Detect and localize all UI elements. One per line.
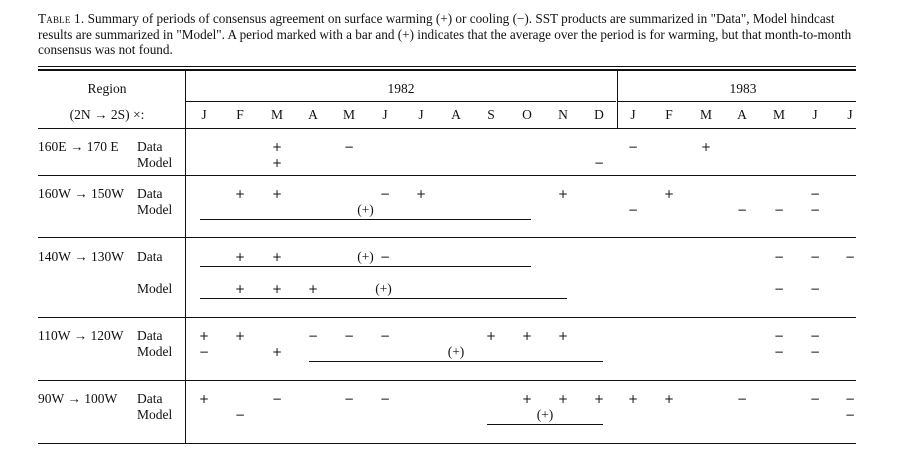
year-underline-1982 (186, 101, 616, 102)
warming-mark: + (700, 140, 712, 154)
month-header: J (382, 107, 388, 122)
group-rule (38, 380, 856, 381)
warming-mark: + (521, 329, 533, 343)
cooling-mark: − (379, 250, 391, 264)
cooling-mark: − (234, 408, 246, 422)
average-bar (200, 298, 567, 299)
warming-mark: + (198, 392, 210, 406)
region-label: 140W → 130W (38, 249, 124, 264)
bar-label: (+) (357, 249, 374, 264)
month-header: A (451, 107, 461, 122)
warming-mark: + (663, 392, 675, 406)
cooling-mark: − (809, 329, 821, 343)
row-label: Model (137, 407, 173, 422)
row-label: Model (137, 202, 173, 217)
cooling-mark: − (379, 329, 391, 343)
region-label: 160E → 170 E (38, 139, 119, 154)
warming-mark: + (271, 250, 283, 264)
year-underline-1983 (618, 101, 856, 102)
warming-mark: + (198, 329, 210, 343)
month-header: N (558, 107, 568, 122)
cooling-mark: − (379, 187, 391, 201)
month-header: F (236, 107, 244, 122)
header-rule (38, 128, 856, 129)
warming-mark: + (557, 392, 569, 406)
warming-mark: + (271, 345, 283, 359)
cooling-mark: − (593, 156, 605, 170)
cooling-mark: − (736, 392, 748, 406)
region-label: 90W → 100W (38, 391, 118, 406)
region-header: Region (87, 81, 127, 96)
cooling-mark: − (809, 345, 821, 359)
cooling-mark: − (773, 250, 785, 264)
cooling-mark: − (773, 282, 785, 296)
row-label: Data (137, 391, 163, 406)
group-rule (38, 175, 856, 176)
cooling-mark: − (773, 329, 785, 343)
table-caption (38, 11, 864, 58)
warming-mark: + (521, 392, 533, 406)
bar-label: (+) (447, 344, 465, 359)
cooling-mark: − (343, 329, 355, 343)
year-1982-header: 1982 (387, 81, 415, 96)
row-label: Data (137, 186, 163, 201)
cooling-mark: − (773, 203, 785, 217)
month-header: J (847, 107, 853, 122)
warming-mark: + (234, 250, 246, 264)
warming-mark: + (557, 187, 569, 201)
group-rule (38, 317, 856, 318)
month-header: F (665, 107, 673, 122)
row-label: Data (137, 249, 163, 264)
month-header: J (418, 107, 424, 122)
month-header: J (630, 107, 636, 122)
cooling-mark: − (627, 203, 639, 217)
warming-mark: + (593, 392, 605, 406)
region-label: 160W → 150W (38, 186, 124, 201)
cooling-mark: − (809, 187, 821, 201)
cooling-mark: − (809, 250, 821, 264)
month-header: J (201, 107, 207, 122)
bar-label: (+) (375, 281, 392, 296)
row-label: Data (137, 139, 163, 154)
cooling-mark: − (627, 140, 639, 154)
month-header: M (772, 107, 786, 122)
cooling-mark: − (343, 140, 355, 154)
row-label: Model (137, 281, 173, 296)
average-bar (200, 219, 531, 220)
warming-mark: + (271, 282, 283, 296)
month-header: A (308, 107, 318, 122)
cooling-mark: − (379, 392, 391, 406)
cooling-mark: − (736, 203, 748, 217)
month-header: M (699, 107, 713, 122)
average-bar (200, 266, 531, 267)
cooling-mark: − (844, 392, 856, 406)
bar-label: (+) (357, 202, 374, 217)
month-header: S (487, 107, 495, 122)
group-rule (38, 237, 856, 238)
month-header: D (594, 107, 604, 122)
top-rule-thick (38, 69, 856, 71)
cooling-mark: − (809, 282, 821, 296)
cooling-mark: − (343, 392, 355, 406)
average-bar (487, 424, 603, 425)
month-header: O (522, 107, 532, 122)
bar-label: (+) (536, 407, 554, 422)
cooling-mark: − (844, 250, 856, 264)
warming-mark: + (307, 282, 319, 296)
warming-mark: + (271, 187, 283, 201)
warming-mark: + (271, 156, 283, 170)
year-1983-header: 1983 (729, 81, 757, 96)
region-divider (185, 71, 186, 444)
month-header: M (270, 107, 284, 122)
warming-mark: + (557, 329, 569, 343)
cooling-mark: − (271, 392, 283, 406)
caption-label: Table 1. (38, 11, 85, 26)
month-header: A (737, 107, 747, 122)
cooling-mark: − (307, 329, 319, 343)
average-bar (309, 361, 603, 362)
warming-mark: + (485, 329, 497, 343)
top-rule (38, 66, 856, 67)
row-label: Model (137, 344, 173, 359)
caption-text: Summary of periods of consensus agreement on surface warming (+) or cooling (−). SST products are summarized in "Data", Model hindcast results are summarized in "Model". A period marked with a bar and (+) indicates that the average over the period is for warming, but that month-to-month consensus was not found. (38, 11, 852, 57)
warming-mark: + (663, 187, 675, 201)
warming-mark: + (271, 140, 283, 154)
month-header: J (812, 107, 818, 122)
month-header: M (342, 107, 356, 122)
region-label: 110W → 120W (38, 328, 124, 343)
cooling-mark: − (809, 203, 821, 217)
cooling-mark: − (844, 408, 856, 422)
row-label: Model (137, 155, 173, 170)
warming-mark: + (415, 187, 427, 201)
region-subheader: (2N → 2S) ×: (69, 107, 145, 122)
year-divider (617, 71, 618, 128)
row-label: Data (137, 328, 163, 343)
cooling-mark: − (809, 392, 821, 406)
warming-mark: + (234, 282, 246, 296)
cooling-mark: − (198, 345, 210, 359)
cooling-mark: − (773, 345, 785, 359)
warming-mark: + (627, 392, 639, 406)
warming-mark: + (234, 187, 246, 201)
bottom-rule (38, 443, 856, 444)
warming-mark: + (234, 329, 246, 343)
